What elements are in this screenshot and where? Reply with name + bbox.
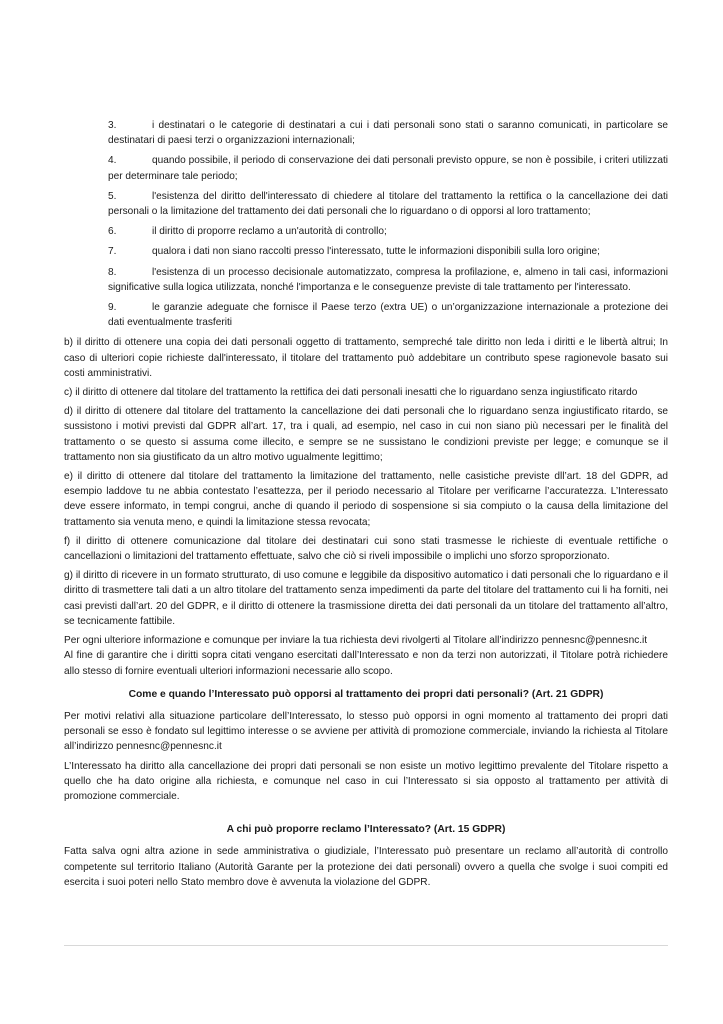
document-body: [64, 118, 668, 894]
complaint-heading: A chi può proporre reclamo l’Interessato? (Art. 15 GDPR): [226, 824, 506, 836]
list-item: 6. il diritto di proporre reclamo a un'autorità di controllo;: [108, 226, 387, 238]
list-item: 8. l'esistenza di un processo decisionale automatizzato, compresa la profilazione, e, almeno in tali casi, informazioni significative sulla logica utilizzata, nonché l'importanza e le conseguenze previste di tale trattamento per l'interessato.: [108, 266, 668, 293]
right-f-paragraph: f) il diritto di ottenere comunicazione dal titolare dei destinatari cui sono stati trasmesse le richieste di eventuale rettifiche o cancellazioni o limitazioni del trattamento effettuate, salvo che ciò si riveli impossibile o implichi uno sforzo sproporzionato.: [64, 535, 668, 563]
footer-divider: [64, 945, 668, 946]
list-item: 3. i destinatari o le categorie di destinatari a cui i dati personali sono stati o saranno comunicati, in particolare se destinatari di paesi terzi o organizzazioni internazionali;: [108, 120, 668, 147]
right-g-paragraph: g) il diritto di ricevere in un formato strutturato, di uso comune e leggibile da dispositivo automatico i dati personali che lo riguardano e il diritto di trasmettere tali dati a un altro titolare del trattamento senza impedimenti da parte del titolare del trattamento cui li ha forniti, nei casi previsti dall’art. 20 del GDPR, e il diritto di ottenere la trasmissione diretta dei dati personali da un titolare del trattamento all’altro, se tecnicamente fattibile.: [64, 570, 668, 627]
list-item: 7. qualora i dati non siano raccolti presso l'interessato, tutte le informazioni disponibili sulla loro origine;: [108, 246, 600, 258]
opposition-heading: Come e quando l’Interessato può opporsi al trattamento dei propri dati personali? (Art. 21 GDPR): [128, 688, 604, 700]
list-item: 4. quando possibile, il periodo di conservazione dei dati personali previsto oppure, se non è possibile, i criteri utilizzati per determinare tale periodo;: [108, 155, 668, 182]
right-d-paragraph: d) il diritto di ottenere dal titolare del trattamento la cancellazione dei dati personali che lo riguardano senza ingiustificato ritardo, se sussistono i motivi previsti dal GDPR all’art. 17, tra i quali, ad esempio, nel caso in cui non siano più necessari per le finalità del trattamento o se questo si assuma come illecito, e sempre se ne sussistano le condizioni previste per legge; e comunque se il trattamento non sia giustificato da un altro motivo ugualmente legittimo;: [64, 406, 668, 463]
numbered-list: [64, 118, 668, 330]
opposition-paragraph-2: L’Interessato ha diritto alla cancellazione dei propri dati personali se non esiste un motivo legittimo prevalente del Titolare rispetto a quello che ha dato origine alla richiesta, e comunque nel caso in cui l’Interessato si sia opposto al trattamento per attività di promozione commerciale.: [64, 760, 668, 802]
contact-info-paragraph: Per ogni ulteriore informazione e comunque per inviare la tua richiesta devi rivolgerti al Titolare all’indirizzo pennesnc@pennesnc.it: [64, 635, 648, 647]
verification-note-paragraph: Al fine di garantire che i diritti sopra citati vengano esercitati dall’Interessato e non da terzi non autorizzati, il Titolare potrà richiedere allo stesso di fornire eventuali ulteriori informazioni necessarie allo scopo.: [64, 650, 668, 677]
right-e-paragraph: e) il diritto di ottenere dal titolare del trattamento la limitazione del trattamento, nelle casistiche previste dll’art. 18 del GDPR, ad esempio laddove tu ne abbia contestato l’esattezza, per il periodo necessario al Titolare per verificarne l’accuratezza. L’Interessato deve essere informato, in tempi congrui, anche di quando il periodo di sospensione si sia compiuto o la causa della limitazione del trattamento sia venuta meno, e quindi la limitazione stessa revocata;: [64, 471, 668, 528]
opposition-paragraph-1: Per motivi relativi alla situazione particolare dell’Interessato, lo stesso può opporsi in ogni momento al trattamento dei propri dati personali se esso è fondato sul legittimo interesse o se avviene per attività di promozione commerciale, inviando la richiesta al Titolare all’indirizzo pennesnc@pennesnc.it: [64, 710, 668, 753]
complaint-paragraph: Fatta salva ogni altra azione in sede amministrativa o giudiziale, l’Interessato può presentare un reclamo all’autorità di controllo competente sul territorio Italiano (Autorità Garante per la protezione dei dati personali) ovvero a quella che svolge i suoi compiti ed esercita i suoi poteri nello Stato membro dove è avvenuta la violazione del GDPR.: [64, 846, 668, 888]
right-b-paragraph: b) il diritto di ottenere una copia dei dati personali oggetto di trattamento, sempreché tale diritto non leda i diritti e le libertà altrui; In caso di ulteriori copie richieste dall'interessato, il titolare del trattamento può addebitare un contributo spese ragionevole basato sui costi amministrativi.: [64, 337, 668, 379]
list-item: 9. le garanzie adeguate che fornisce il Paese terzo (extra UE) o un’organizzazione internazionale a protezione dei dati eventualmente trasferiti: [108, 302, 668, 329]
right-c-paragraph: c) il diritto di ottenere dal titolare del trattamento la rettifica dei dati personali inesatti che lo riguardano senza ingiustificato ritardo: [64, 387, 638, 399]
list-item: 5. l'esistenza del diritto dell'interessato di chiedere al titolare del trattamento la rettifica o la cancellazione dei dati personali o la limitazione del trattamento dei dati personali che lo riguardano o di opporsi al loro trattamento;: [108, 190, 668, 218]
